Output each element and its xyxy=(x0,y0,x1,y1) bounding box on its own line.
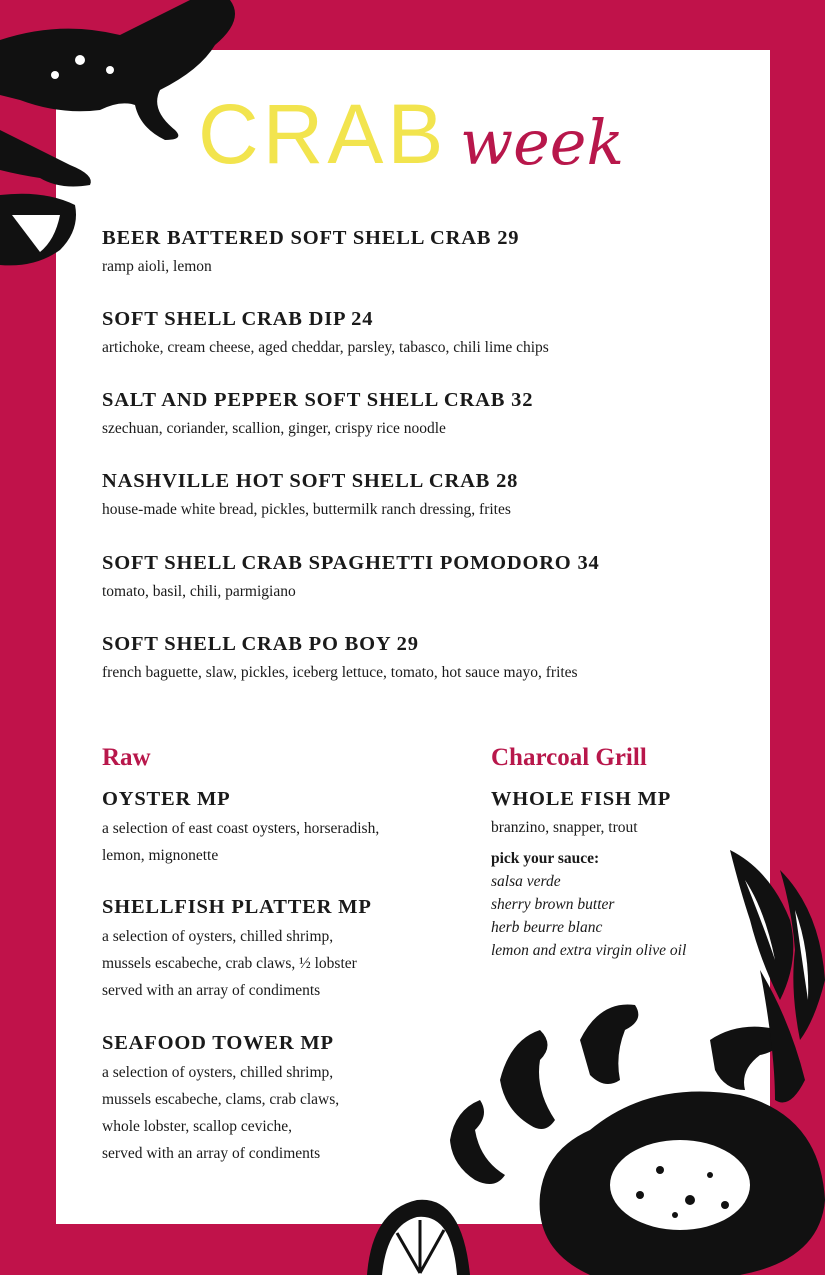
description-line: a selection of oysters, chilled shrimp, xyxy=(102,928,334,945)
grill-item-name: WHOLE FISH MP xyxy=(491,788,672,810)
sauce-option: sherry brown butter xyxy=(491,896,615,913)
description-line: served with an array of condiments xyxy=(102,1145,321,1162)
description-line: mussels escabeche, clams, crab claws, xyxy=(102,1091,340,1108)
menu-item-description: szechuan, coriander, scallion, ginger, crispy rice noodle xyxy=(102,420,446,437)
menu-item-name: SOFT SHELL CRAB DIP 24 xyxy=(102,308,374,330)
menu-item-name: SALT AND PEPPER SOFT SHELL CRAB 32 xyxy=(102,389,534,411)
sauce-option: herb beurre blanc xyxy=(491,919,603,936)
grill-item-description: branzino, snapper, trout xyxy=(491,819,638,836)
menu-item-name: NASHVILLE HOT SOFT SHELL CRAB 28 xyxy=(102,470,519,492)
menu-item-description: house-made white bread, pickles, buttermilk ranch dressing, frites xyxy=(102,501,511,518)
raw-item-description xyxy=(102,1059,442,1167)
description-line: a selection of oysters, chilled shrimp, xyxy=(102,1064,334,1081)
raw-item-description xyxy=(102,815,442,869)
description-line: mussels escabeche, crab claws, ½ lobster xyxy=(102,955,357,972)
raw-item-description xyxy=(102,923,442,1004)
raw-item-name: SEAFOOD TOWER MP xyxy=(102,1032,334,1054)
description-line: lemon, mignonette xyxy=(102,847,219,864)
seaweed-illustration xyxy=(720,850,825,1110)
menu-item-description: ramp aioli, lemon xyxy=(102,258,212,275)
menu-item-description: artichoke, cream cheese, aged cheddar, parsley, tabasco, chili lime chips xyxy=(102,339,549,356)
sauce-option: lemon and extra virgin olive oil xyxy=(491,942,687,959)
menu-item-description: french baguette, slaw, pickles, iceberg lettuce, tomato, hot sauce mayo, frites xyxy=(102,664,578,681)
menu-item-description: tomato, basil, chili, parmigiano xyxy=(102,583,296,600)
menu-item-name: BEER BATTERED SOFT SHELL CRAB 29 xyxy=(102,227,520,249)
section-title-raw: Raw xyxy=(102,744,151,771)
description-line: served with an array of condiments xyxy=(102,982,321,999)
description-line: a selection of east coast oysters, horseradish, xyxy=(102,820,380,837)
sauce-option: salsa verde xyxy=(491,873,561,890)
menu-item-name: SOFT SHELL CRAB SPAGHETTI POMODORO 34 xyxy=(102,552,600,574)
lemon-slice-illustration xyxy=(362,1185,472,1275)
menu-title: CRAB xyxy=(198,87,448,181)
description-line: whole lobster, scallop ceviche, xyxy=(102,1118,293,1135)
menu-item-name: SOFT SHELL CRAB PO BOY 29 xyxy=(102,633,419,655)
raw-item-name: OYSTER MP xyxy=(102,788,231,810)
sauce-label: pick your sauce: xyxy=(491,850,600,867)
section-title-charcoal-grill: Charcoal Grill xyxy=(491,744,647,771)
menu-title-script: week xyxy=(460,106,625,179)
raw-item-name: SHELLFISH PLATTER MP xyxy=(102,896,372,918)
